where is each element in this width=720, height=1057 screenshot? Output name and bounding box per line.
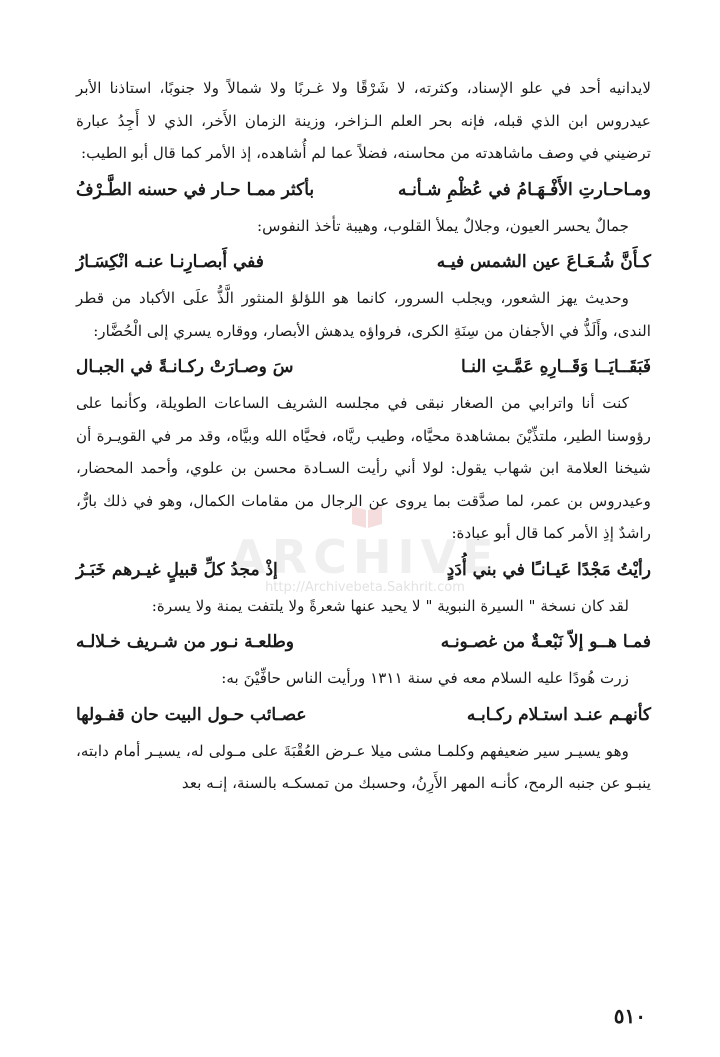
paragraph-2: جمالٌ يحسر العيون، وجلالٌ يملأ القلوب، وهيبة تأخذ النفوس: [256,216,629,235]
paragraph-6: زرت هُودًا عليه السلام معه في سنة ١٣١١ ورأيت الناس حافِّيْنَ به: [221,669,629,687]
verse-3-second-hemistich: سَ وصـارَتْ ركـانـةً في الجبـال [76,357,294,377]
verse-6-second-hemistich: عصـائب حـول البيت حان قفـولها [76,704,307,725]
verse-6 [76,695,651,735]
paragraph-7: وهو يسيـر سير ضعيفهم وكلمـا مشى ميلا عـرض العُقْبَةَ على مـولى له، يسيـر أمام دابته، ينبـو عن جنبه الرمح، كأنـه المهر الأَرِنُ، وحسبك من تمسكـه بالسنة، إنـه بعد [76,741,651,792]
verse-1-first-hemistich: ومـاحـارتِ الأَفْـهَـامُ في عُظْمِ شـأنـه [397,179,651,200]
verse-5-first-hemistich: فمـا هــو إلاّ نَبْعـةٌ من غصـونـه [440,632,651,652]
paragraph-1: لايدانيه أحد في علو الإسناد، وكثرته، لا شَرْقًا ولا غـربًا ولا شمالاً ولا جنوبًا، استاذنا الأبر عيدروس ابن الذي قبله، فإنه بحر العلم الـزاخر، وزينة الزمان الأَخر، الذي لا أَجِدُ عبارة ترضيني في وصف ماشاهدته من محاسنه، فضلاً عما لم أُشاهده، إذ الأمر كما قال أبو الطيب: [76,79,651,162]
verse-3 [76,347,651,387]
watermark-url: http://Archivebeta.Sakhrit.com [265,580,465,595]
verse-2-second-hemistich: ففي أَبصـارِنـا عنـه انْكِسَـارُ [76,252,264,272]
verse-1 [76,170,651,210]
paragraph-4: كنت أنا واترابي من الصغار نبقى في مجلسه الشريف الساعات الطويلة، وكأنما على رؤوسنا الطير، ملتذِّيْنَ بمشاهدة محيَّاه، وطيب ريَّاه، فحيَّاه الله وبيَّاه، وقد مر في القويـرة أن شيخنا العلامة ابن شهاب يقول: لولا أني رأيت السـادة محسن بن علوي، وأحمد المحضار، وعيدروس بن عمر، لما صدَّقت بما يروى عن الرجال من مقامات الكمال، وهو في ذلك بارٌّ، راشدٌ إذِ الأمر كما قال أبو عبادة: [76,394,651,542]
page-body [76,72,651,800]
verse-6-first-hemistich: كأنهـم عنـد استـلام ركـابـه [466,704,651,725]
verse-5 [76,622,651,662]
watermark-text: ARCHIVE [230,530,500,584]
verse-5-second-hemistich: وطلعـة نـور من شـريف خـلالـه [76,632,294,652]
verse-1-second-hemistich: بأكثر ممـا حـار في حسنه الطَّـرْفُ [76,179,315,200]
verse-3-first-hemistich: فَبَقَــايَــا وَقَــارِهِ عَمَّـتِ النـا [460,357,651,377]
verse-2 [76,242,651,282]
paragraph-5: لقد كان نسخة " السيرة النبوية " لا يحيد عنها شعرةً ولا يلتفت يمنة ولا يسرة: [151,596,629,615]
verse-4-second-hemistich: إذْ مجدُ كلِّ قبيلٍ غيـرهم خَبَـرُ [76,559,278,580]
verse-4-first-hemistich: رأيْتُ مَجْدًا عَيـانـًا في بني أُدَدٍ [446,559,651,580]
verse-4 [76,550,651,590]
page-number: ٥١٠ [613,1004,646,1028]
paragraph-3: وحديث يهز الشعور، ويجلب السرور، كانما هو اللؤلؤ المنثور الَّذُّ علَى الأكباد من قطر الندى، وأَلَذُّ في الأجفان من سِنَةِ الكرى، فرواؤه يدهش الأبصار، ووقاره يسري إلى الْحُضَّار: [76,289,651,340]
verse-2-first-hemistich: كـأَنَّ شُـعَـاعَ عين الشمس فيـه [436,252,651,272]
